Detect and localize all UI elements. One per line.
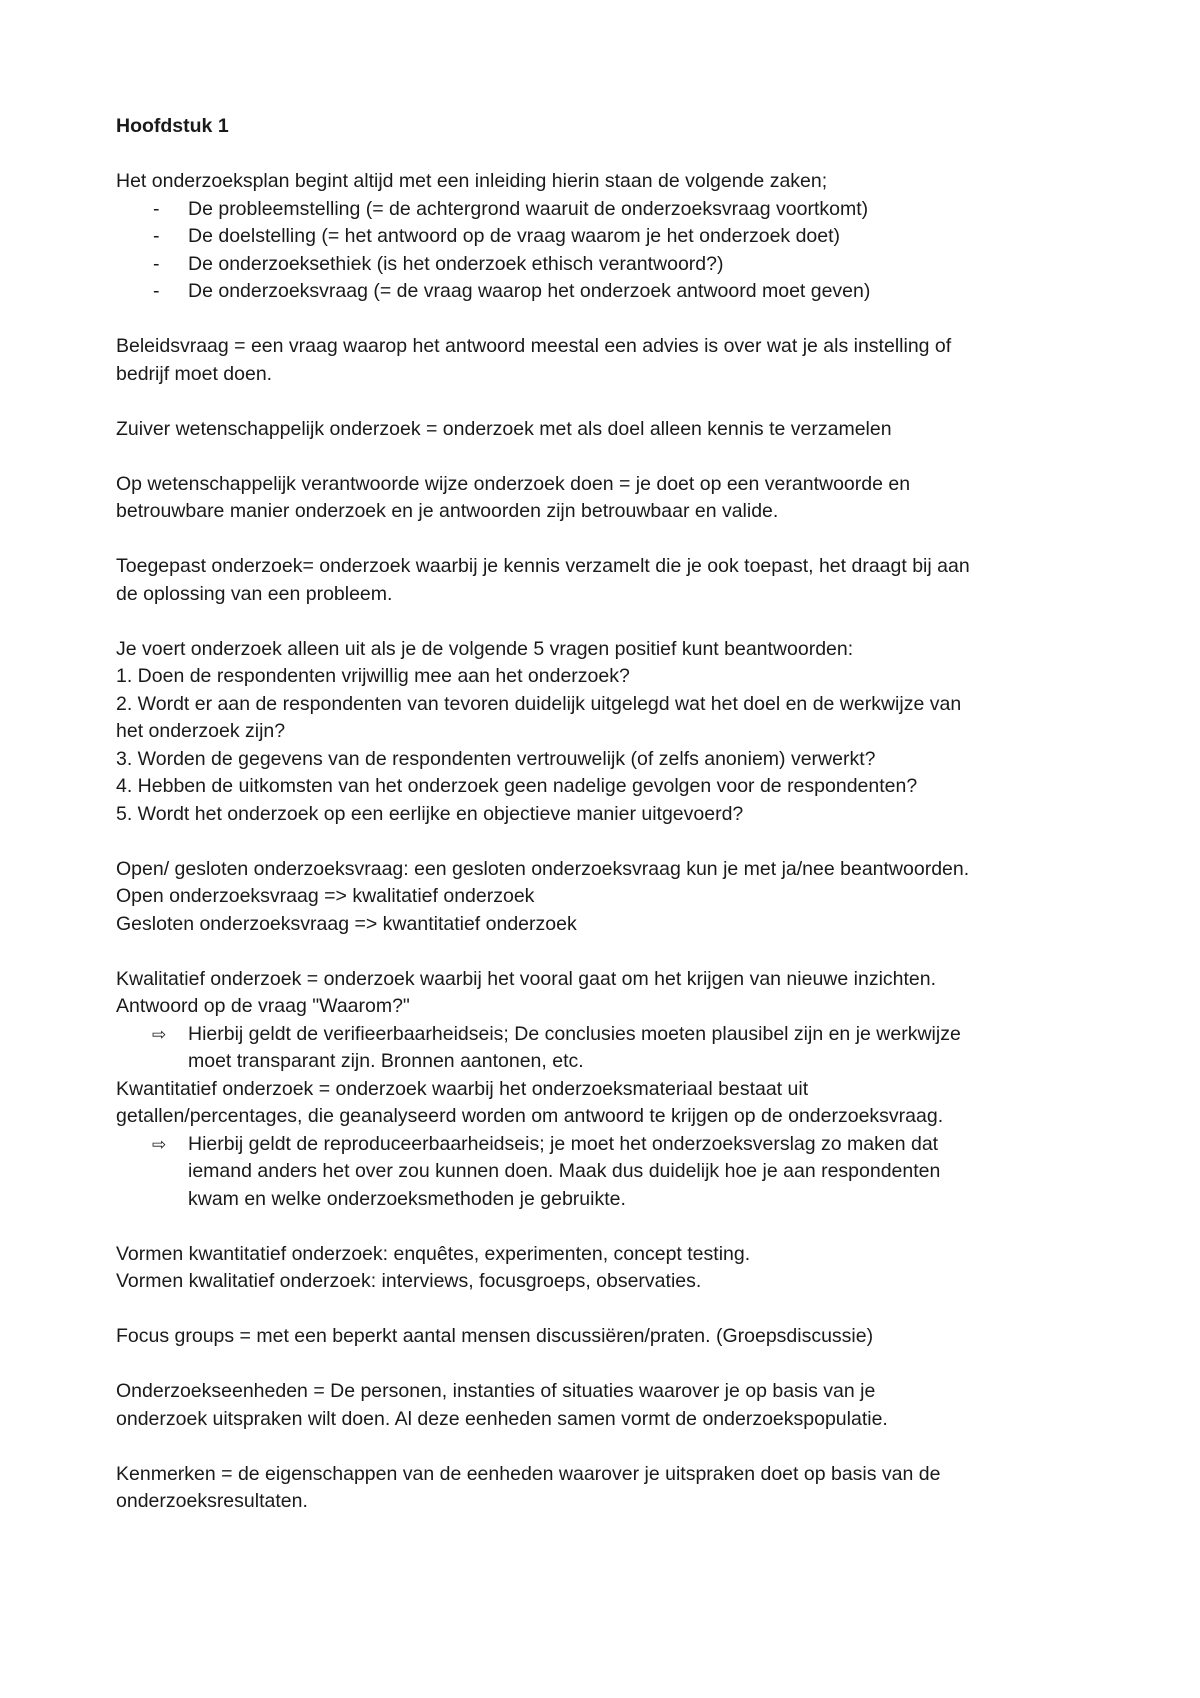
focus-paragraph: Focus groups = met een beperkt aantal mensen discussiëren/praten. (Groepsdiscussie) (116, 1325, 874, 1347)
arrow-right-icon: ⇨ (152, 1134, 167, 1154)
spacer (116, 141, 1106, 169)
spacer (116, 1433, 1106, 1461)
spacer (116, 1351, 1106, 1379)
vraag-line: het onderzoek zijn? (116, 720, 286, 742)
vormen-line: Vormen kwalitatief onderzoek: interviews, focusgroeps, observaties. (116, 1270, 702, 1292)
spacer (116, 938, 1106, 966)
beleidsvraag-line: Beleidsvraag = een vraag waarop het antwoord meestal een advies is over wat je als instelling of (116, 335, 952, 357)
arrow-item-text: iemand anders het over zou kunnen doen. Maak dus duidelijk hoe je aan respondenten (188, 1160, 941, 1182)
dash-bullet: - (153, 252, 160, 275)
arrow-list-item (116, 1131, 1106, 1159)
kwalitatief-line: Antwoord op de vraag "Waarom?" (116, 995, 410, 1017)
arrow-item-text: kwam en welke onderzoeksmethoden je gebruikte. (188, 1187, 626, 1210)
vragen-intro: Je voert onderzoek alleen uit als je de volgende 5 vragen positief kunt beantwoorden: (116, 637, 854, 660)
open-gesloten-line: Open/ gesloten onderzoeksvraag: een gesloten onderzoeksvraag kun je met ja/nee beantwoorden. (116, 857, 970, 880)
spacer (116, 608, 1106, 636)
vraag-line: 5. Wordt het onderzoek op een eerlijke en objectieve manier uitgevoerd? (116, 802, 744, 825)
vraag-line: 2. Wordt er aan de respondenten van tevoren duidelijk uitgelegd wat het doel en de werkwijze van (116, 692, 962, 715)
open-gesloten-line: Gesloten onderzoeksvraag => kwantitatief onderzoek (116, 912, 577, 935)
zuiver-paragraph: Zuiver wetenschappelijk onderzoek = onderzoek met als doel alleen kennis te verzamelen (116, 417, 892, 440)
list-item-text: De onderzoeksvraag (= de vraag waarop het onderzoek antwoord moet geven) (188, 280, 871, 302)
kwalitatief-line: Kwalitatief onderzoek = onderzoek waarbij het vooral gaat om het krijgen van nieuwe inzichten. (116, 967, 937, 990)
toegepast-line: Toegepast onderzoek= onderzoek waarbij je kennis verzamelt die je ook toepast, het draagt bij aan (116, 555, 970, 577)
vraag-line: 1. Doen de respondenten vrijwillig mee aan het onderzoek? (116, 665, 630, 687)
spacer (116, 828, 1106, 856)
chapter-heading: Hoofdstuk 1 (116, 115, 229, 137)
kwantitatief-line: Kwantitatief onderzoek = onderzoek waarbij het onderzoeksmateriaal bestaat uit (116, 1077, 809, 1100)
list-item (116, 223, 1106, 251)
dash-bullet: - (153, 280, 160, 302)
spacer (116, 1213, 1106, 1241)
list-item (116, 196, 1106, 224)
arrow-item-continuation (116, 1048, 1106, 1076)
verantwoord-line: betrouwbare manier onderzoek en je antwoorden zijn betrouwbaar en valide. (116, 500, 779, 522)
arrow-item-continuation (116, 1158, 1106, 1186)
vraag-line: 3. Worden de gegevens van de respondenten vertrouwelijk (of zelfs anoniem) verwerkt? (116, 747, 876, 770)
spacer (116, 388, 1106, 416)
arrow-right-icon: ⇨ (152, 1024, 167, 1044)
kenmerken-line: onderzoeksresultaten. (116, 1490, 308, 1512)
list-item (116, 251, 1106, 279)
list-item (116, 278, 1106, 306)
list-item-text: De onderzoeksethiek (is het onderzoek ethisch verantwoord?) (188, 252, 724, 275)
spacer (116, 1296, 1106, 1324)
list-item-text: De probleemstelling (= de achtergrond waaruit de onderzoeksvraag voortkomt) (188, 197, 869, 220)
open-gesloten-line: Open onderzoeksvraag => kwalitatief onderzoek (116, 885, 535, 907)
toegepast-line: de oplossing van een probleem. (116, 582, 393, 605)
vormen-line: Vormen kwantitatief onderzoek: enquêtes, experimenten, concept testing. (116, 1242, 751, 1265)
list-item-text: De doelstelling (= het antwoord op de vraag waarom je het onderzoek doet) (188, 225, 841, 247)
arrow-item-text: Hierbij geldt de verifieerbaarheidseis; De conclusies moeten plausibel zijn en je werkwijze (188, 1022, 961, 1045)
vraag-line: 4. Hebben de uitkomsten van het onderzoek geen nadelige gevolgen voor de respondenten? (116, 775, 918, 797)
spacer (116, 443, 1106, 471)
kenmerken-line: Kenmerken = de eigenschappen van de eenheden waarover je uitspraken doet op basis van de (116, 1462, 941, 1485)
arrow-list-item (116, 1021, 1106, 1049)
intro-paragraph: Het onderzoeksplan begint altijd met een inleiding hierin staan de volgende zaken; (116, 170, 828, 192)
eenheden-line: Onderzoekseenheden = De personen, instanties of situaties waarover je op basis van je (116, 1380, 876, 1402)
kwantitatief-line: getallen/percentages, die geanalyseerd worden om antwoord te krijgen op de onderzoeksvraag. (116, 1105, 944, 1127)
arrow-item-text: Hierbij geldt de reproduceerbaarheidseis; je moet het onderzoeksverslag zo maken dat (188, 1132, 939, 1155)
arrow-item-continuation (116, 1186, 1106, 1214)
beleidsvraag-line: bedrijf moet doen. (116, 362, 273, 385)
verantwoord-line: Op wetenschappelijk verantwoorde wijze onderzoek doen = je doet op een verantwoorde en (116, 472, 911, 495)
dash-bullet: - (153, 197, 160, 220)
spacer (116, 306, 1106, 334)
arrow-item-text: moet transparant zijn. Bronnen aantonen, etc. (188, 1050, 584, 1072)
dash-bullet: - (153, 225, 160, 247)
eenheden-line: onderzoek uitspraken wilt doen. Al deze eenheden samen vormt de onderzoekspopulatie. (116, 1407, 888, 1430)
spacer (116, 526, 1106, 554)
document-body (116, 113, 1106, 1516)
